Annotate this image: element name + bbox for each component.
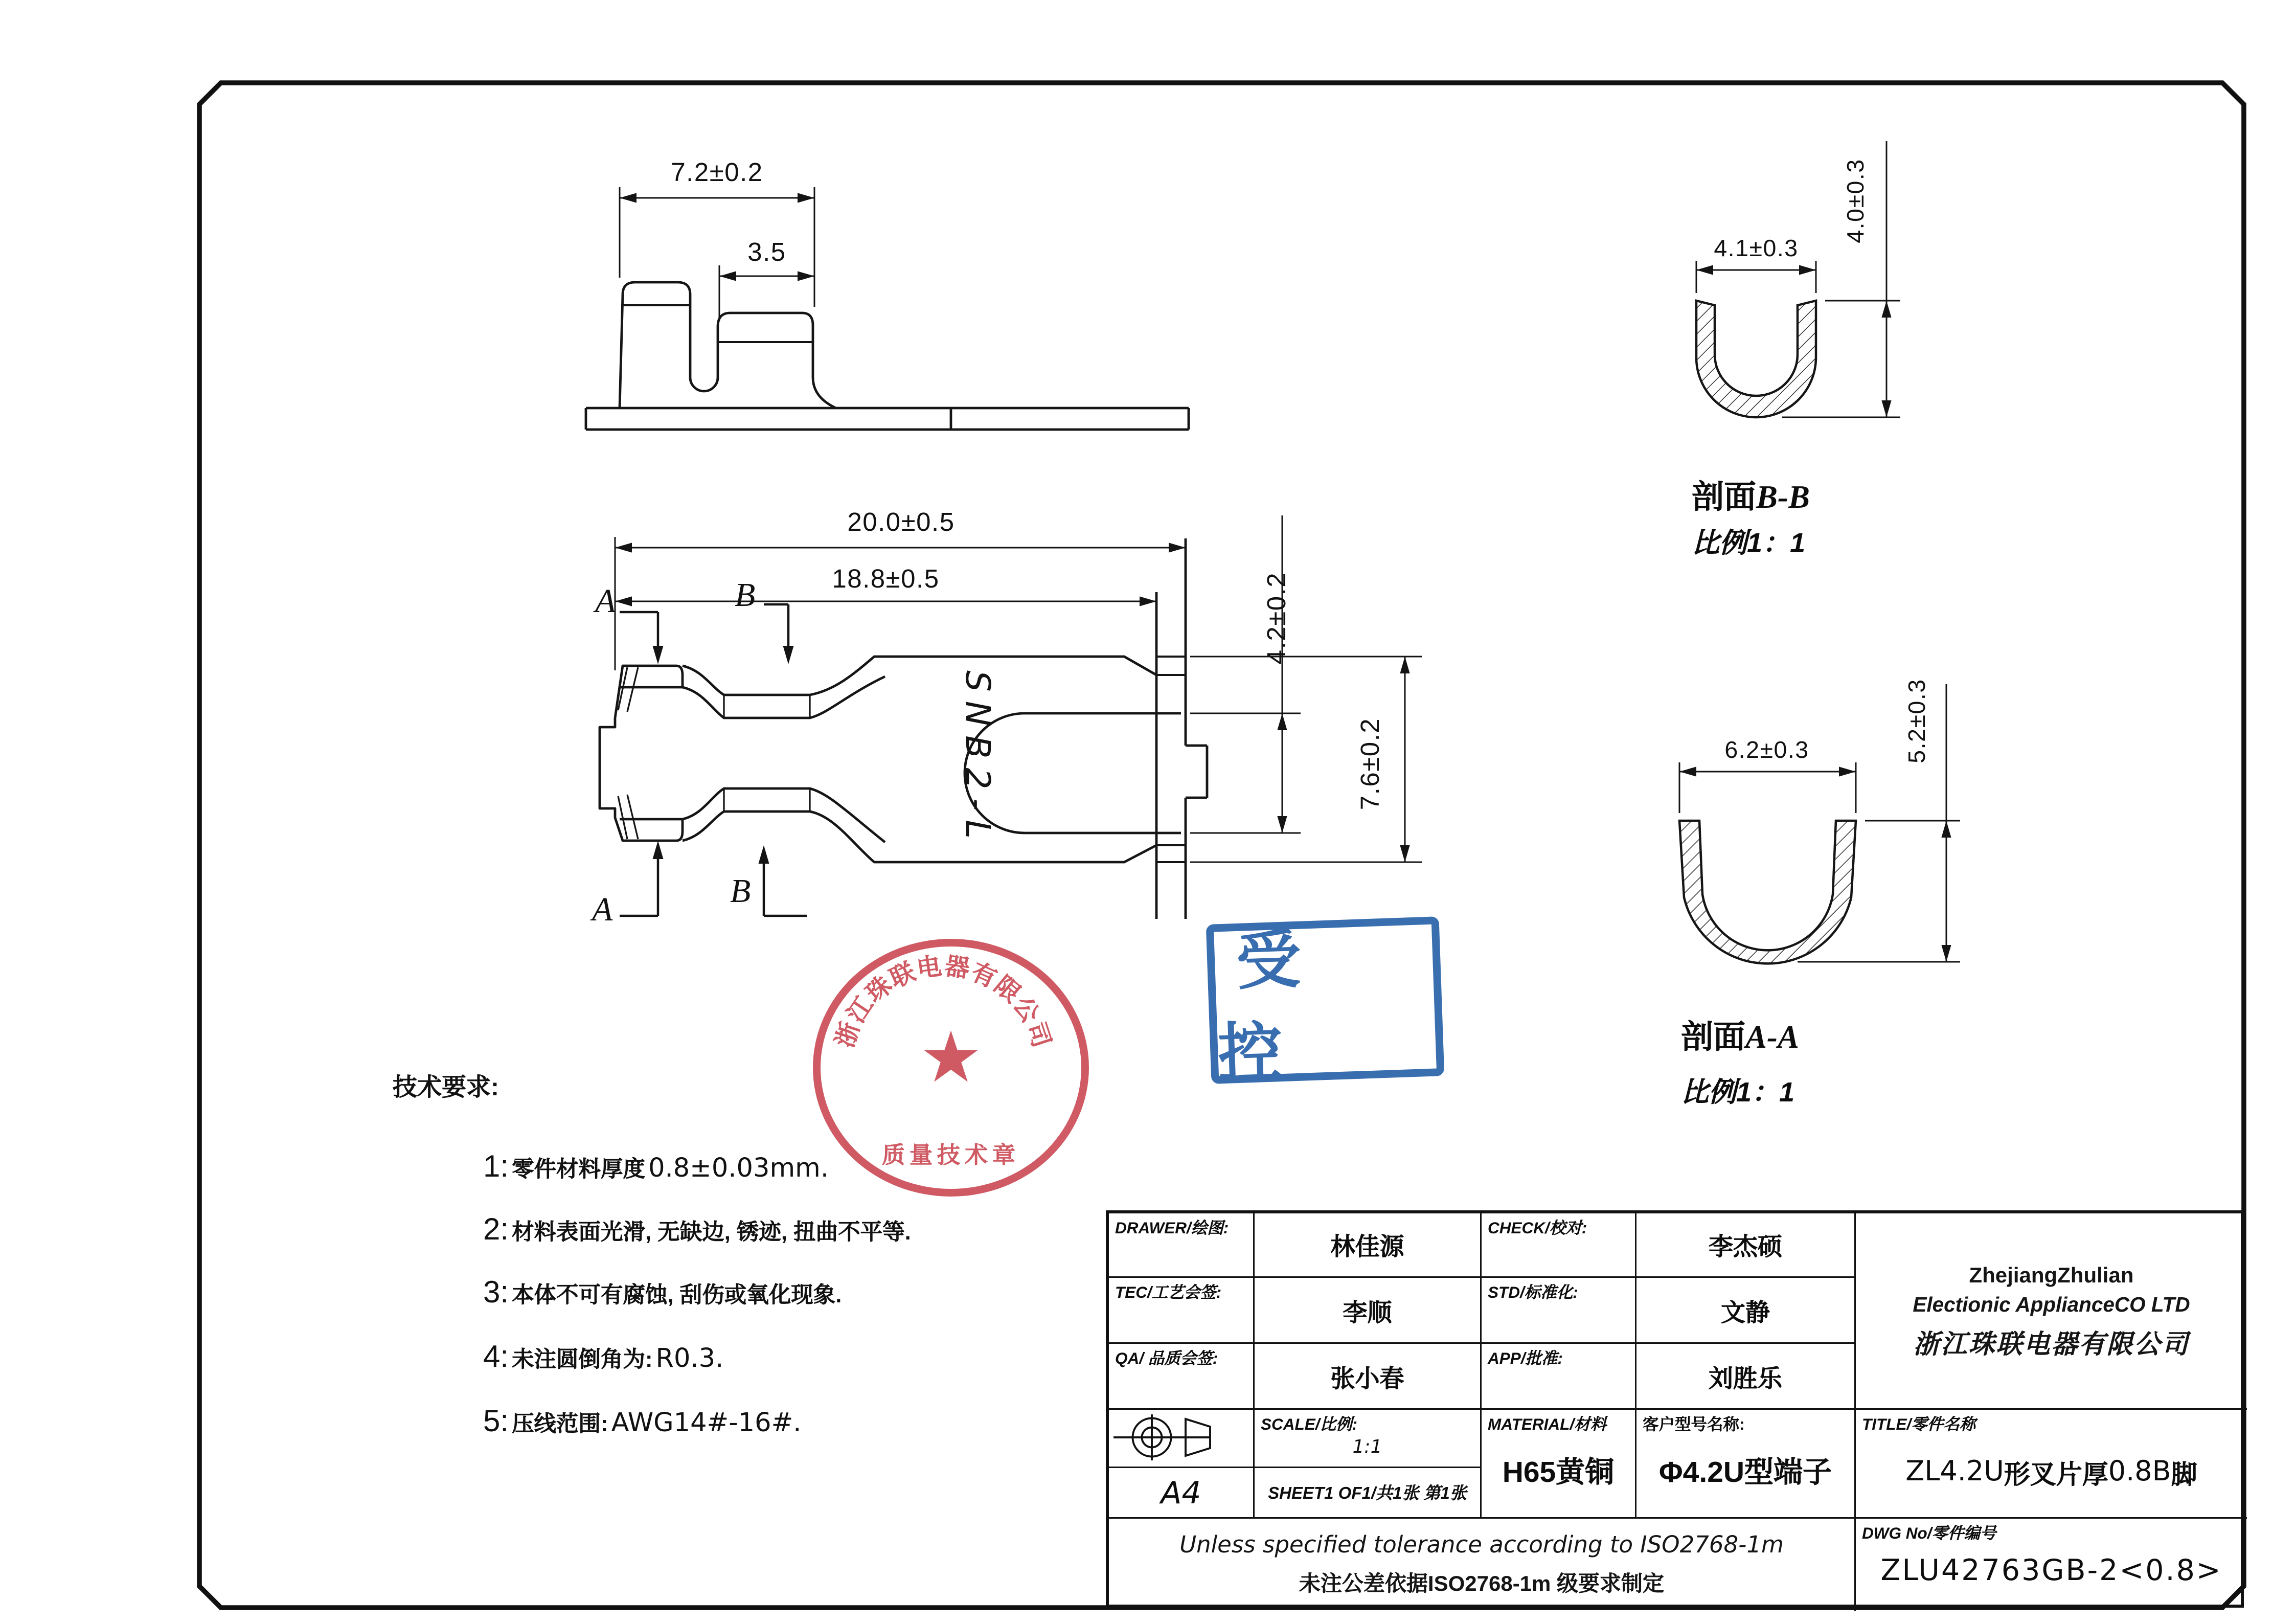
section-bb-scale: 比例1：1 — [1692, 528, 1806, 558]
app-value-cell — [1636, 1344, 1856, 1410]
dim-overall: 20.0±0.5 — [847, 508, 955, 537]
dim-slot-height: 4.2±0.2 — [1262, 572, 1291, 665]
std-label: STD/标准化: — [1488, 1284, 1578, 1302]
quality-stamp-arc-char: 公 — [1007, 993, 1043, 1028]
tech-req-1-cn: 零件材料厚度 — [512, 1158, 646, 1183]
app-label-cell — [1482, 1344, 1636, 1410]
scale-value: 1:1 — [1352, 1435, 1382, 1457]
dwg-no-label: DWG No/零件编号 — [1862, 1525, 1996, 1543]
quality-stamp-arc-char: 司 — [1021, 1020, 1054, 1051]
section-aa-view — [1679, 821, 1856, 963]
paper-size: A4 — [1161, 1474, 1201, 1511]
check-label-cell — [1482, 1213, 1636, 1278]
dim-top-width: 7.2±0.2 — [671, 158, 763, 187]
app-value: 刘胜乐 — [1708, 1366, 1782, 1392]
title-block — [1106, 1210, 2244, 1608]
tech-req-heading: 技术要求: — [393, 1075, 499, 1101]
tech-req-item-4 — [483, 1341, 723, 1376]
dim-head-height: 7.6±0.2 — [1356, 717, 1385, 810]
tech-req-4-no: 4: — [483, 1341, 509, 1374]
std-label-cell — [1482, 1278, 1636, 1344]
tec-value-cell — [1255, 1278, 1482, 1344]
tolerance-note-en: Unless specified tolerance according to ISO2768-1m — [1179, 1531, 1784, 1559]
dwg-no-cell — [1856, 1519, 2247, 1611]
scale-cell — [1255, 1410, 1482, 1468]
tolerance-note-cell — [1109, 1519, 1856, 1611]
section-letter-b-top: B — [735, 575, 756, 614]
tech-req-item-2 — [483, 1213, 914, 1249]
tech-req-3-cn: 本体不可有腐蚀, 刮伤或氧化现象. — [512, 1284, 842, 1309]
tec-value: 李顺 — [1343, 1300, 1392, 1326]
dim-bb-height: 4.0±0.3 — [1844, 159, 1870, 243]
top-view — [586, 282, 1189, 430]
projection-symbol-cell — [1109, 1410, 1255, 1468]
tech-req-item-3 — [483, 1276, 845, 1312]
section-letter-a-bottom: A — [592, 890, 613, 928]
section-cut-arrows — [620, 604, 807, 916]
section-bb-label-id: B-B — [1756, 479, 1810, 515]
std-value: 文静 — [1720, 1300, 1770, 1326]
company-name-en1: ZhejiangZhulian — [1969, 1261, 2134, 1287]
quality-stamp-arc-char: 珠 — [861, 972, 898, 1008]
company-name-en2: Electionic ApplianceCO LTD — [1913, 1292, 2190, 1316]
part-title-p2: 形叉片厚 — [2004, 1459, 2108, 1489]
qa-value: 张小春 — [1330, 1366, 1404, 1392]
section-letter-b-bottom: B — [730, 871, 751, 910]
std-value-cell — [1636, 1278, 1856, 1344]
part-marking: SNB2-L — [957, 670, 995, 848]
scale-label: SCALE/比例: — [1261, 1416, 1357, 1434]
tech-req-4-code: R0.3. — [655, 1344, 724, 1374]
title-label: TITLE/零件名称 — [1862, 1416, 1976, 1434]
quality-stamp-arc-char: 有 — [967, 959, 1000, 993]
title-cell — [1856, 1410, 2247, 1519]
tech-req-2-cn: 材料表面光滑, 无缺边, 锈迹, 扭曲不平等. — [512, 1221, 911, 1246]
projection-symbol-icon — [1109, 1410, 1252, 1465]
check-label: CHECK/校对: — [1488, 1220, 1587, 1238]
tec-label-cell — [1109, 1278, 1255, 1344]
check-value-cell — [1636, 1213, 1856, 1278]
dim-inner: 18.8±0.5 — [832, 565, 940, 594]
customer-cell — [1636, 1410, 1856, 1519]
drawer-value-cell — [1255, 1213, 1482, 1278]
dwg-no-value: ZLU42763GB-2<0.8> — [1880, 1554, 2222, 1588]
company-cell — [1856, 1213, 2247, 1410]
tech-req-1-no: 1: — [483, 1151, 509, 1184]
section-bb-label — [1692, 472, 1810, 519]
material-label: MATERIAL/材料 — [1488, 1416, 1607, 1434]
quality-stamp-bottom-text: 质量技术章 — [881, 1143, 1020, 1169]
customer-label: 客户型号名称: — [1643, 1416, 1745, 1434]
tech-req-5-no: 5: — [483, 1405, 509, 1439]
sheet-info: SHEET1 OF1/共1张 第1张 — [1268, 1485, 1467, 1503]
tech-req-item-5 — [483, 1405, 802, 1440]
dim-aa-width: 6.2±0.3 — [1724, 738, 1809, 764]
tech-req-5-cn: 压线范围: — [512, 1413, 608, 1437]
section-aa-label-cn: 剖面 — [1681, 1020, 1745, 1055]
sheet-info-cell — [1255, 1468, 1482, 1519]
quality-stamp-arc-char: 器 — [943, 953, 971, 983]
section-aa-label-id: A-A — [1745, 1019, 1800, 1055]
tech-req-4-cn: 未注圆倒角为: — [512, 1348, 653, 1373]
quality-stamp-arc-char: 电 — [915, 953, 944, 983]
tech-req-1-code: 0.8±0.03mm. — [648, 1154, 829, 1184]
check-value: 李杰硕 — [1708, 1235, 1782, 1261]
quality-stamp-arc-char: 限 — [989, 972, 1025, 1008]
tolerance-note-cn: 未注公差依据ISO2768-1m 级要求制定 — [1299, 1571, 1665, 1595]
quality-stamp-arc-char: 浙 — [833, 1020, 866, 1051]
qa-label: QA/ 品质会签: — [1115, 1350, 1218, 1368]
tech-req-5-code: AWG14#-16#. — [611, 1408, 802, 1439]
section-bb-label-cn: 剖面 — [1692, 480, 1756, 515]
controlled-stamp-text: 受 控 — [1217, 922, 1324, 1090]
qa-value-cell — [1255, 1344, 1482, 1410]
section-aa-label — [1681, 1012, 1799, 1058]
dim-top-tab: 3.5 — [747, 238, 786, 267]
material-cell — [1482, 1410, 1636, 1519]
tech-req-item-1 — [483, 1151, 829, 1186]
controlled-stamp — [1206, 916, 1445, 1090]
quality-stamp-arc-char: 联 — [886, 959, 920, 993]
tech-req-2-no: 2: — [483, 1213, 509, 1247]
quality-stamp-arc-char: 江 — [843, 993, 879, 1028]
tec-label: TEC/工艺会签: — [1115, 1284, 1222, 1302]
material-value: H65黄铜 — [1502, 1456, 1615, 1489]
drawer-label-cell — [1109, 1213, 1255, 1278]
app-label: APP/批准: — [1488, 1350, 1563, 1368]
dim-bb-width: 4.1±0.3 — [1714, 236, 1799, 262]
qa-label-cell — [1109, 1344, 1255, 1410]
drawer-label: DRAWER/绘图: — [1115, 1220, 1229, 1238]
section-aa-scale: 比例1：1 — [1681, 1077, 1795, 1108]
company-name-cn: 浙江珠联电器有限公司 — [1913, 1329, 2190, 1359]
tech-req-3-no: 3: — [483, 1276, 509, 1310]
section-bb-view — [1696, 301, 1816, 417]
drawer-value: 林佳源 — [1330, 1235, 1404, 1261]
front-view — [600, 657, 1181, 862]
paper-size-cell — [1109, 1468, 1255, 1519]
section-letter-a-top: A — [595, 581, 616, 620]
dim-aa-height: 5.2±0.3 — [1905, 679, 1931, 763]
part-title-p1: ZL4.2U — [1905, 1455, 2004, 1487]
star-icon: ★ — [919, 1017, 983, 1097]
customer-value: Φ4.2U型端子 — [1658, 1456, 1832, 1489]
part-title-p4: 脚 — [2171, 1459, 2197, 1489]
part-title-p3: 0.8B — [2108, 1455, 2171, 1487]
